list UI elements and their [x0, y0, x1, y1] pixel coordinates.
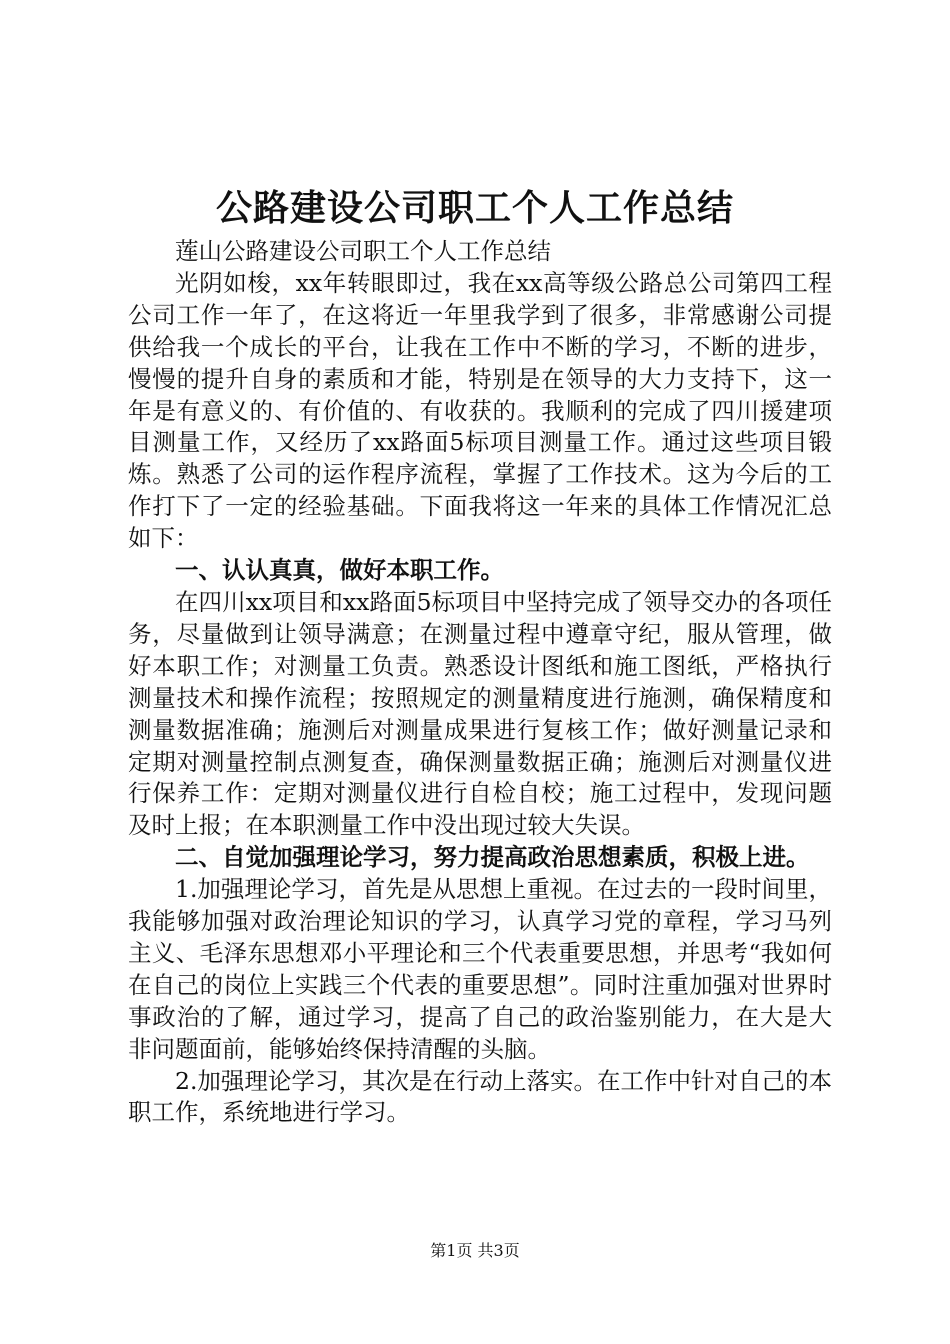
paragraph-item-1: 1.加强理论学习，首先是从思想上重视。在过去的一段时间里，我能够加强对政治理论知识的学习，认真学习党的章程，学习马列主义、毛泽东思想邓小平理论和三个代表重要思想，并思考“我如何在自己的岗位上实践三个代表的重要思想”。同时注重加强对世界时事政治的了解，通过学习，提高了自己的政治鉴别能力，在大是大非问题面前，能够始终保持清醒的头脑。 [128, 875, 832, 1063]
document-body [128, 236, 832, 1129]
section-heading-1: 一、认认真真，做好本职工作。 [175, 556, 504, 585]
section-heading-2: 二、自觉加强理论学习，努力提高政治思想素质，积极上进。 [175, 843, 810, 872]
paragraph-item-2: 2.加强理论学习，其次是在行动上落实。在工作中针对自己的本职工作，系统地进行学习。 [128, 1066, 832, 1127]
paragraph-subtitle: 莲山公路建设公司职工个人工作总结 [175, 237, 551, 265]
document-title: 公路建设公司职工个人工作总结 [215, 187, 734, 229]
paragraph-section-1: 在四川xx项目和xx路面5标项目中坚持完成了领导交办的各项任务，尽量做到让领导满意；在测量过程中遵章守纪，服从管理，做好本职工作；对测量工负责。熟悉设计图纸和施工图纸，严格执行测量技术和操作流程；按照规定的测量精度进行施测，确保精度和测量数据准确；施测后对测量成果进行复核工作；做好测量记录和定期对测量控制点测复查，确保测量数据正确；施测后对测量仪进行保养工作：定期对测量仪进行自检自校；施工过程中，发现问题及时上报；在本职测量工作中没出现过较大失误。 [128, 587, 832, 840]
page-number-footer: 第1页 共3页 [430, 1241, 520, 1260]
paragraph-intro: 光阴如梭，xx年转眼即过，我在xx高等级公路总公司第四工程公司工作一年了，在这将近一年里我学到了很多，非常感谢公司提供给我一个成长的平台，让我在工作中不断的学习，不断的进步，慢慢的提升自身的素质和才能，特别是在领导的大力支持下，这一年是有意义的、有价值的、有收获的。我顺利的完成了四川援建项目测量工作，又经历了xx路面5标项目测量工作。通过这些项目锻炼。熟悉了公司的运作程序流程，掌握了工作技术。这为今后的工作打下了一定的经验基础。下面我将这一年来的具体工作情况汇总如下： [128, 268, 832, 553]
